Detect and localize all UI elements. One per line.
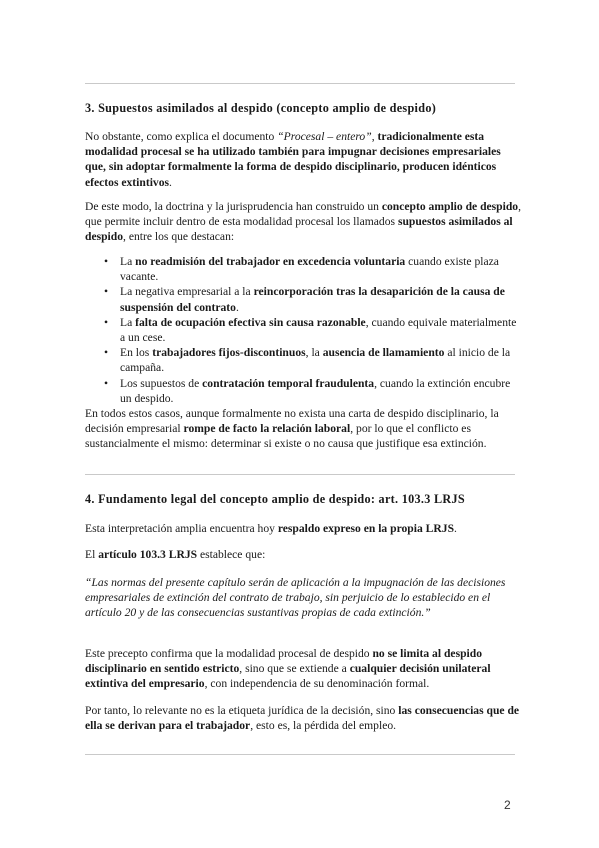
section-4-paragraph-1: Esta interpretación amplia encuentra hoy respaldo expreso en la propia LRJS. [85, 522, 457, 535]
list-item: • La negativa empresarial a la reincorporación tras la desaparición de la causa de suspensión del contrato. [104, 285, 505, 314]
separator-top [85, 83, 515, 84]
list-item: • En los trabajadores fijos-discontinuos, la ausencia de llamamiento al inicio de la campaña. [104, 346, 511, 375]
list-item: • Los supuestos de contratación temporal fraudulenta, cuando la extinción encubre un despido. [104, 376, 511, 405]
section-3-paragraph-1: No obstante, como explica el documento “Procesal – entero”, tradicionalmente esta modalidad procesal se ha utilizado también para impugnar decisiones empresariales que, sin adoptar formalmente la forma de despido disciplinario, producen idénticos efectos extintivos. [85, 130, 501, 189]
section-4-heading: 4. Fundamento legal del concepto amplio de despido: art. 103.3 LRJS [85, 492, 465, 506]
list-item: • La no readmisión del trabajador en excedencia voluntaria cuando existe plaza vacante. [104, 255, 499, 284]
section-3-heading: 3. Supuestos asimilados al despido (concepto amplio de despido) [85, 101, 437, 115]
section-4-paragraph-4: Por tanto, lo relevante no es la etiqueta jurídica de la decisión, sino las consecuencias que de ella se derivan para el trabajador, esto es, la pérdida del empleo. [85, 704, 520, 733]
section-3-paragraph-3: En todos estos casos, aunque formalmente no exista una carta de despido disciplinario, la decisión empresarial rompe de facto la relación laboral, por lo que el conflicto es sustancialmente el mismo: determinar si existe o no causa que justifique esa extinción. [85, 407, 499, 451]
bullet-icon: • [104, 285, 109, 299]
bullet-icon: • [104, 315, 109, 329]
section-3-paragraph-2: De este modo, la doctrina y la jurisprudencia han construido un concepto amplio de despido, que permite incluir dentro de esta modalidad procesal los llamados supuestos asimilados al despido, entre los que destacan: [85, 200, 522, 244]
separator-bottom [85, 754, 515, 755]
separator-middle [85, 474, 515, 475]
section-4-paragraph-2: El artículo 103.3 LRJS establece que: [85, 548, 266, 561]
legal-quote: “Las normas del presente capítulo serán de aplicación a la impugnación de las decisiones empresariales de extinción del contrato de trabajo, sin perjuicio de lo establecido en el artículo 20 y de las consecuencias sustantivas propias de cada extinción.” [85, 576, 506, 620]
bullet-icon: • [104, 255, 109, 268]
section-4-paragraph-3: Este precepto confirma que la modalidad procesal de despido no se limita al despido disciplinario en sentido estricto, sino que se extiende a cualquier decisión unilateral extintiva del empresario, con independencia de su denominación formal. [85, 647, 491, 691]
list-item: • La falta de ocupación efectiva sin causa razonable, cuando equivale materialmente a un cese. [104, 315, 517, 345]
bullet-icon: • [104, 376, 109, 390]
page-number: 2 [504, 798, 511, 812]
supuestos-list [85, 254, 523, 406]
bullet-icon: • [104, 346, 109, 360]
